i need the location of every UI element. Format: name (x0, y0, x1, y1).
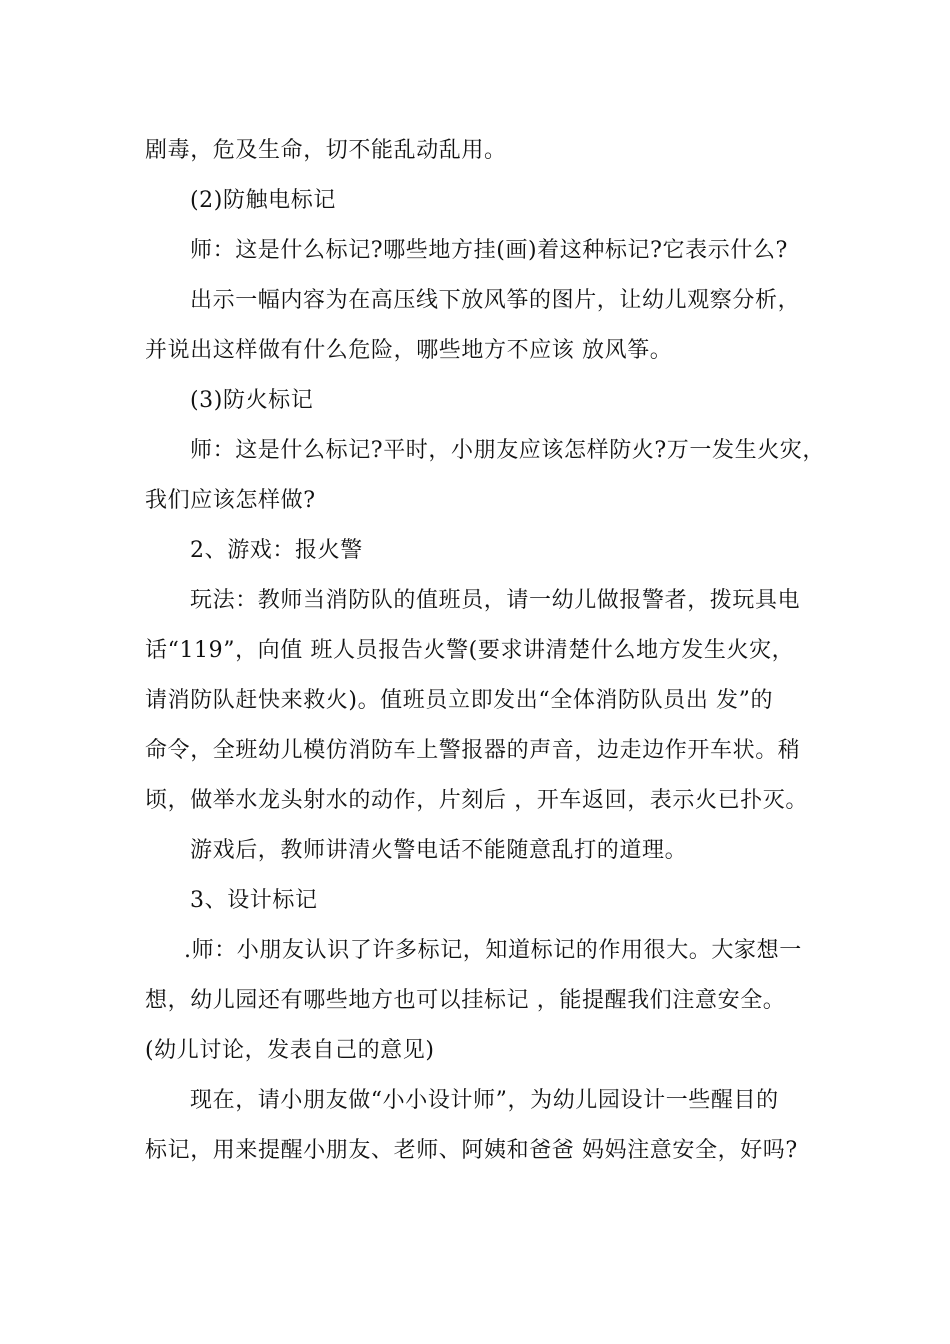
text-line: 剧毒，危及生命，切不能乱动乱用。 (145, 138, 507, 163)
text-line: 师：这是什么标记?平时，小朋友应该怎样防火?万一发生火灾， (190, 438, 825, 463)
text-line: 命令，全班幼儿模仿消防车上警报器的声音，边走边作开车状。稍 (145, 738, 801, 763)
text-line: 现在，请小朋友做“小小设计师”，为幼儿园设计一些醒目的 (190, 1088, 779, 1113)
text-line: 出示一幅内容为在高压线下放风筝的图片，让幼儿观察分析， (190, 288, 801, 313)
text-line: 顷，做举水龙头射水的动作，片刻后 ，开车返回，表示火已扑灭。 (145, 788, 808, 813)
text-line: 请消防队赶快来救火)。值班员立即发出“全体消防队员出 发”的 (145, 688, 774, 713)
section-heading: (2)防触电标记 (190, 188, 336, 213)
text-line: 游戏后，教师讲清火警电话不能随意乱打的道理。 (190, 838, 688, 863)
text-line: 我们应该怎样做? (145, 488, 316, 513)
text-line: 想，幼儿园还有哪些地方也可以挂标记 ，能提醒我们注意安全。 (145, 988, 786, 1013)
text-line: 并说出这样做有什么危险，哪些地方不应该 放风筝。 (145, 338, 673, 363)
section-heading: 3、设计标记 (190, 888, 318, 913)
text-line: (幼儿讨论，发表自己的意见) (145, 1038, 435, 1063)
section-heading: (3)防火标记 (190, 388, 314, 413)
text-line: .师：小朋友认识了许多标记，知道标记的作用很大。大家想一 (184, 938, 802, 963)
text-line: 师：这是什么标记?哪些地方挂(画)着这种标记?它表示什么? (190, 238, 788, 263)
text-line: 标记，用来提醒小朋友、老师、阿姨和爸爸 妈妈注意安全，好吗? (145, 1138, 798, 1163)
text-line: 话“119”，向值 班人员报告火警(要求讲清楚什么地方发生火灾， (145, 638, 795, 663)
section-heading: 2、游戏：报火警 (190, 538, 363, 563)
text-line: 玩法：教师当消防队的值班员，请一幼儿做报警者，拨玩具电 (190, 588, 801, 613)
